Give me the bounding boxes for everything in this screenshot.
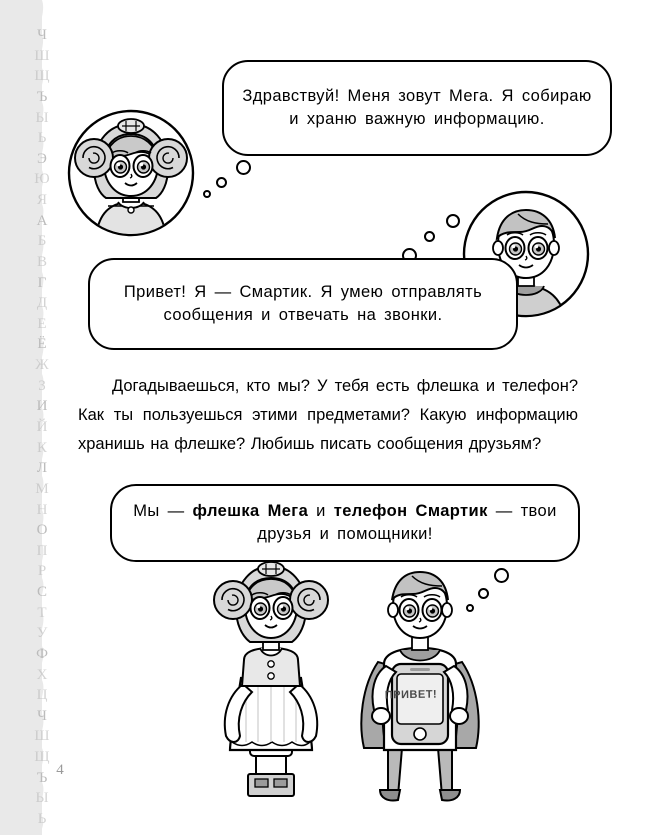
friends-suffix: — твои друзья и помощники! <box>257 501 557 543</box>
margin-letter: Э <box>37 150 47 167</box>
margin-letter: Т <box>37 604 47 621</box>
margin-letter: У <box>36 625 48 642</box>
speech-bubble-friends <box>110 484 580 562</box>
margin-letter-column <box>0 0 50 835</box>
margin-letter: Б <box>37 233 47 250</box>
margin-letter: Г <box>37 274 47 291</box>
margin-letter: Ж <box>35 357 49 374</box>
margin-letter: И <box>36 398 48 415</box>
thought-tail-dot <box>216 177 227 188</box>
body-paragraph: Догадываешься, кто мы? У тебя есть флешка и телефон? Как ты пользуешься этими предметами? Какую информацию хранишь на флешке? Любишь писать сообщения друзьям? <box>78 377 578 453</box>
margin-letter: М <box>35 480 49 497</box>
character-mega-full <box>186 560 356 815</box>
margin-letter: С <box>36 584 47 601</box>
thought-tail-dot <box>424 231 435 242</box>
margin-letter: Я <box>36 192 47 209</box>
margin-letter: Ъ <box>36 769 48 786</box>
margin-letter: А <box>36 212 48 229</box>
margin-letter: Ё <box>37 336 47 353</box>
margin-letter: П <box>36 542 48 559</box>
friends-bold-smartik: телефон Смартик <box>333 501 488 520</box>
margin-letter: Е <box>37 315 47 332</box>
speech-bubble-smartik-text: Привет! Я — Смартик. Я умею отправлять сообщения и отвечать на звонки. <box>123 282 483 324</box>
margin-letter: Ь <box>37 130 47 147</box>
margin-letter: В <box>36 253 47 270</box>
margin-letter: Р <box>37 563 47 580</box>
friends-bold-mega: флешка Мега <box>192 501 309 520</box>
margin-letter: З <box>38 377 46 394</box>
margin-letter: Щ <box>34 68 50 85</box>
margin-letter: Ч <box>37 707 47 724</box>
margin-letter: К <box>36 439 47 456</box>
thought-tail-dot <box>446 214 460 228</box>
character-mega-top <box>66 106 196 246</box>
speech-bubble-smartik <box>88 258 518 350</box>
margin-letter: О <box>36 522 48 539</box>
margin-letter: Д <box>36 295 48 312</box>
margin-letter: Ч <box>37 27 47 43</box>
margin-letter: Ы <box>35 109 49 126</box>
decorative-margin-strip <box>0 0 50 835</box>
margin-letter: Ю <box>34 171 50 188</box>
margin-letter: Л <box>36 460 48 477</box>
margin-letter: Н <box>36 501 48 518</box>
speech-bubble-mega-text: Здравствуй! Меня зовут Мега. Я собираю и храню важную информацию. <box>242 86 592 128</box>
friends-mid: и <box>308 501 334 520</box>
speech-bubble-friends-text <box>112 494 578 553</box>
margin-letter: Ф <box>36 645 48 662</box>
margin-letter: Ш <box>34 47 50 64</box>
margin-letter: Ъ <box>36 88 48 105</box>
phone-screen-text: ПРИВЕТ! <box>384 688 438 702</box>
margin-letter: Ц <box>36 687 48 704</box>
margin-letter: Ш <box>34 728 50 745</box>
margin-letter: Ь <box>37 811 47 827</box>
margin-letter: Х <box>36 666 48 683</box>
margin-letter: Ы <box>35 790 49 807</box>
margin-letter: Й <box>36 419 48 435</box>
page-number: 4 <box>56 762 64 778</box>
thought-tail-dot <box>203 190 211 198</box>
friends-prefix: Мы — <box>133 501 193 520</box>
speech-bubble-mega <box>222 60 612 156</box>
margin-letter: Щ <box>34 749 50 766</box>
thought-tail-dot <box>236 160 251 175</box>
